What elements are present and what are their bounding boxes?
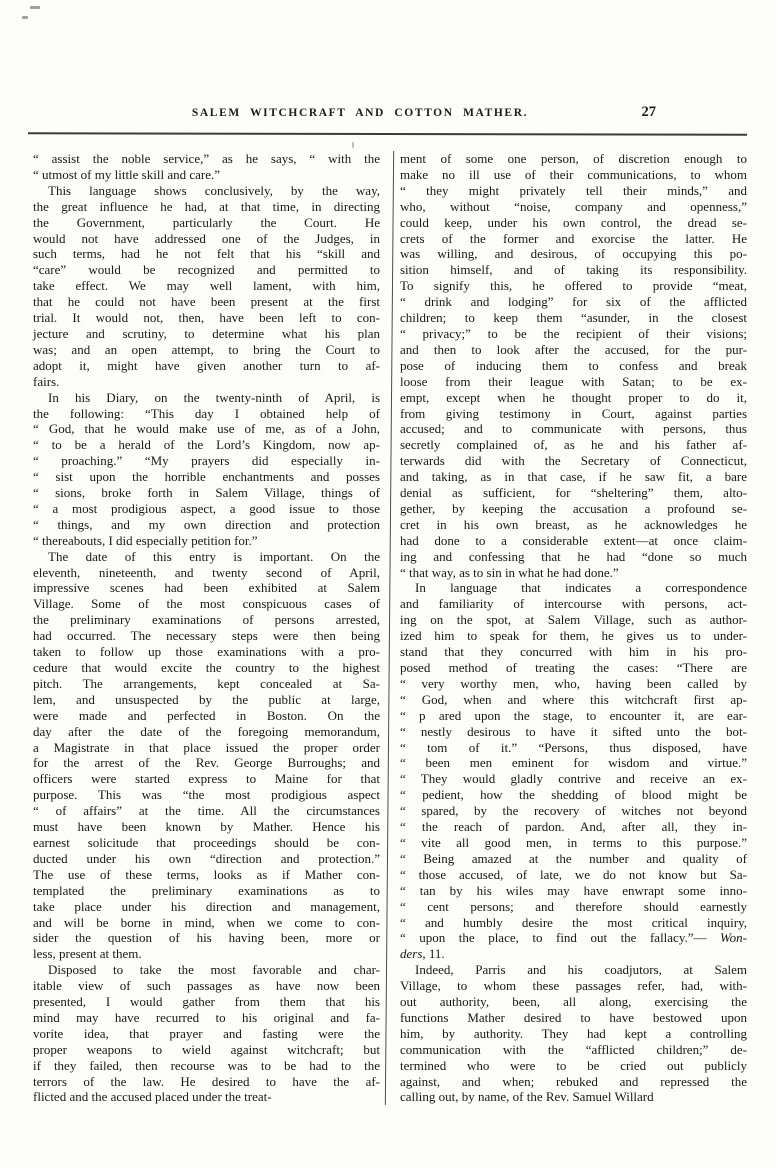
text-line: cedure that would excite the country to the highest bbox=[33, 660, 380, 675]
text-line: In his Diary, on the twenty-ninth of April, is bbox=[48, 389, 380, 405]
text-line: crets of the former and exorcise the latter. He bbox=[400, 230, 747, 246]
text-line: “ They would gladly contrive and receive an ex- bbox=[400, 771, 747, 787]
text-line: adopt it, might have given another turn to af- bbox=[33, 357, 380, 373]
text-line: mind may have recurred to his original and fa- bbox=[33, 1009, 380, 1025]
scan-artifact bbox=[352, 142, 354, 148]
text-line: fairs. bbox=[33, 373, 60, 389]
text-line: “ to be a herald of the Lord’s Kingdom, now ap- bbox=[33, 437, 380, 453]
text-line: had occurred. The necessary steps were then being bbox=[33, 628, 380, 644]
text-line: “ a most prodigious aspect, a good issue to those bbox=[33, 500, 380, 516]
text-line: terrors of the law. He desired to have the af- bbox=[33, 1073, 380, 1089]
left-column bbox=[33, 151, 380, 1105]
text-line: make no ill use of their communications, to whom bbox=[400, 166, 747, 182]
text-line: proper weapons to wield against witchcraft; but bbox=[33, 1041, 380, 1057]
text-line: and then to look after the accused, for the pur- bbox=[400, 341, 747, 357]
text-line: “ that way, as to sin in what he had done.” bbox=[400, 564, 619, 580]
text-line: such terms, had he not felt that his “skill and bbox=[33, 246, 380, 262]
text-line: against, and when; rebuked and repressed the bbox=[400, 1073, 747, 1089]
text-line: and will be borne in mind, when we come to con- bbox=[33, 914, 380, 930]
text-line: eleventh, nineteenth, and twenty second of April, bbox=[33, 564, 380, 580]
text-line: if they failed, then recourse was to be had to the bbox=[33, 1057, 380, 1073]
text-line: ing and confessing that he had “done so much bbox=[400, 548, 747, 564]
text-line: “ they might privately tell their minds,” and bbox=[400, 182, 747, 198]
text-line: “ tan by his wiles may have enwrapt some inno- bbox=[400, 882, 747, 898]
text-line: impressive scenes had been exhibited at Salem bbox=[33, 580, 380, 596]
text-line: for the arrest of the Rev. George Burroughs; and bbox=[33, 755, 380, 771]
text-line: and familiarity of intercourse with persons, act- bbox=[400, 596, 747, 612]
text-line: the preliminary examinations of persons arrested, bbox=[33, 612, 380, 628]
column-divider bbox=[385, 151, 394, 1105]
page-number: 27 bbox=[641, 104, 656, 120]
text-line: “ spared, by the recovery of witches not beyond bbox=[400, 803, 747, 819]
text-line: “ cent persons; and therefore should earnestly bbox=[400, 898, 747, 914]
text-line: functions Mather desired to have bestowed upon bbox=[400, 1009, 747, 1025]
text-line: “ Being amazed at the number and quality of bbox=[400, 850, 747, 866]
scan-artifact bbox=[30, 6, 40, 9]
text-line: was; and an open attempt, to bring the Court to bbox=[33, 341, 380, 357]
text-line: “ thereabouts, I did especially petition for.” bbox=[33, 532, 258, 548]
text-line: Village, to whom these passages refer, had, with- bbox=[400, 978, 747, 994]
text-line: denial as sufficient, for “sheltering” them, alto- bbox=[400, 485, 747, 501]
page-title: SALEM WITCHCRAFT AND COTTON MATHER. bbox=[191, 107, 529, 119]
text-line: “ God, when and where this witchcraft first ap- bbox=[400, 691, 747, 707]
text-line: Village. Some of the most conspicuous cases of bbox=[33, 596, 380, 612]
text-line: sider the question of his having been, more or bbox=[33, 930, 380, 946]
text-line: This language shows conclusively, by the way, bbox=[48, 182, 380, 198]
text-line: ment of some one person, of discretion enough to bbox=[400, 151, 747, 166]
text-line: templated the preliminary examinations as to bbox=[33, 882, 380, 898]
text-line: “ utmost of my little skill and care.” bbox=[33, 166, 221, 182]
text-line: would not have addressed one of the Judges, in bbox=[33, 230, 380, 246]
text-line: “ drink and lodging” for six of the afflicted bbox=[400, 294, 747, 310]
text-line: accused; and to communicate with persons, thus bbox=[400, 421, 747, 437]
text-line: less, present at them. bbox=[33, 946, 142, 962]
text-line: “ those accused, of late, we do not know but Sa- bbox=[400, 866, 747, 882]
text-line: were made and perfected in Boston. On the bbox=[33, 707, 380, 723]
text-line: the following: “This day I obtained help of bbox=[33, 405, 380, 421]
text-line: sition himself, and of taking its responsibility. bbox=[400, 262, 747, 278]
text-line: Disposed to take the most favorable and char- bbox=[48, 962, 380, 978]
text-line: “ things, and my own direction and protection bbox=[33, 516, 380, 532]
text-line: “ vite all good men, in terms to this purpose.” bbox=[400, 834, 747, 850]
text-line: “ sist upon the horrible enchantments and posses bbox=[33, 469, 380, 485]
text-line: calling out, by name, of the Rev. Samuel Willard bbox=[400, 1089, 654, 1105]
text-line: taken to follow up those examinations with a pro- bbox=[33, 644, 380, 660]
text-line: that he could not have been present at the first bbox=[33, 294, 380, 310]
text-line: trial. It would not, then, have been left to con- bbox=[33, 310, 380, 326]
text-line: stand that they concurred with him in his pro- bbox=[400, 644, 747, 660]
text-line: “ God, that he would make use of me, as of a John, bbox=[33, 421, 380, 437]
text-line: “ been men eminent for wisdom and virtue.” bbox=[400, 755, 747, 771]
text-line: cret in his own breast, as he acknowledges he bbox=[400, 516, 747, 532]
text-line: children; to keep them “asunder, in the closest bbox=[400, 310, 747, 326]
text-line: pose of inducing them to confess and break bbox=[400, 357, 747, 373]
text-line: flicted and the accused placed under the treat- bbox=[33, 1089, 272, 1105]
text-line: a Magistrate in that place issued the proper order bbox=[33, 739, 380, 755]
text-line: “ sions, broke forth in Salem Village, things of bbox=[33, 485, 380, 501]
text-line: “ pedient, how the shedding of blood might be bbox=[400, 787, 747, 803]
text-line: presented, I would gather from them that his bbox=[33, 994, 380, 1010]
text-line: “ privacy;” to be the recipient of their visions; bbox=[400, 325, 747, 341]
text-line: and taking, as in that case, if he saw fit, a bare bbox=[400, 469, 747, 485]
text-columns bbox=[33, 151, 747, 1105]
text-line: “care” would be recognized and permitted to bbox=[33, 262, 380, 278]
text-line: out authority, been, all along, exercising the bbox=[400, 994, 747, 1010]
text-line: “ nestly desirous to have it sifted unto the bot- bbox=[400, 723, 747, 739]
text-line: empt, except when he thought proper to do it, bbox=[400, 389, 747, 405]
text-line: from giving testimony in Court, against parties bbox=[400, 405, 747, 421]
text-line: who, without “noise, company and openness,” bbox=[400, 198, 747, 214]
text-line: ized him to speak for them, he gives us to under- bbox=[400, 628, 747, 644]
text-line: take effect. We may well lament, with him, bbox=[33, 278, 380, 294]
text-line: jecture and scrutiny, to determine what his plan bbox=[33, 325, 380, 341]
page-header bbox=[30, 104, 746, 127]
text-line: gether, by keeping the accusation a profound se- bbox=[400, 500, 747, 516]
text-line: “ p ared upon the stage, to encounter it, are ear- bbox=[400, 707, 747, 723]
text-line: lem, and unsuspected by the public at large, bbox=[33, 691, 380, 707]
right-column bbox=[400, 151, 747, 1105]
text-line: “ the reach of pardon. And, after all, they in- bbox=[400, 819, 747, 835]
text-line: officers were started express to Maine for that bbox=[33, 771, 380, 787]
text-line: must have been known by Mather. Hence his bbox=[33, 819, 380, 835]
text-line: “ proaching.” “My prayers did especially in- bbox=[33, 453, 380, 469]
text-line: take place under his direction and management, bbox=[33, 898, 380, 914]
text-line: communication with the “afflicted children;” de- bbox=[400, 1041, 747, 1057]
text-line: the Government, particularly the Court. He bbox=[33, 214, 380, 230]
text-line: had done to a considerable extent—at once claim- bbox=[400, 532, 747, 548]
text-line: Indeed, Parris and his coadjutors, at Salem bbox=[415, 962, 747, 978]
text-line: “ and humbly desire the most critical inquiry, bbox=[400, 914, 747, 930]
text-line: pitch. The arrangements, kept concealed at Sa- bbox=[33, 675, 380, 691]
text-line: secretly complained of, as he and his father af- bbox=[400, 437, 747, 453]
text-line: “ assist the noble service,” as he says, “ with the bbox=[33, 151, 380, 166]
text-line: was willing, and desirous, of occupying this po- bbox=[400, 246, 747, 262]
text-line: loose from their league with Satan; to be ex- bbox=[400, 373, 747, 389]
text-line: vorite idea, that prayer and fasting were the bbox=[33, 1025, 380, 1041]
text-line: In language that indicates a correspondence bbox=[415, 580, 747, 596]
text-line: him, by authority. They had kept a controlling bbox=[400, 1025, 747, 1041]
text-line: could keep, under his own control, the dread se- bbox=[400, 214, 747, 230]
text-line: itable view of such passages as have now been bbox=[33, 978, 380, 994]
scan-artifact bbox=[22, 16, 28, 19]
header-rule bbox=[28, 132, 747, 136]
text-line: “ very worthy men, who, having been called by bbox=[400, 675, 747, 691]
text-line: the great influence he had, at that time, in directing bbox=[33, 198, 380, 214]
text-line: posed method of treating the cases: “There are bbox=[400, 660, 747, 675]
text-line: purpose. This was “the most prodigious aspect bbox=[33, 787, 380, 803]
text-line: terwards did with the Secretary of Connecticut, bbox=[400, 453, 747, 469]
text-line: The date of this entry is important. On the bbox=[48, 548, 380, 564]
text-line: termined who were to be cried out publicly bbox=[400, 1057, 747, 1073]
text-line: “ tom of it.” “Persons, thus disposed, have bbox=[400, 739, 747, 755]
text-line: ing on the spot, at Salem Village, such as author- bbox=[400, 612, 747, 628]
text-line: The use of these terms, looks as if Mather con- bbox=[33, 866, 380, 882]
text-line: “ upon the place, to find out the fallacy.”— Won- bbox=[400, 930, 747, 946]
text-line: ducted under his own “direction and protection.” bbox=[33, 850, 380, 866]
text-line: earnest solicitude that proceedings should be con- bbox=[33, 834, 380, 850]
text-line: day after the date of the foregoing memorandum, bbox=[33, 723, 380, 739]
text-line: ders, 11. bbox=[400, 946, 445, 962]
text-line: “ of affairs” at the time. All the circumstances bbox=[33, 803, 380, 819]
text-line: To signify this, he offered to provide “meat, bbox=[400, 278, 747, 294]
